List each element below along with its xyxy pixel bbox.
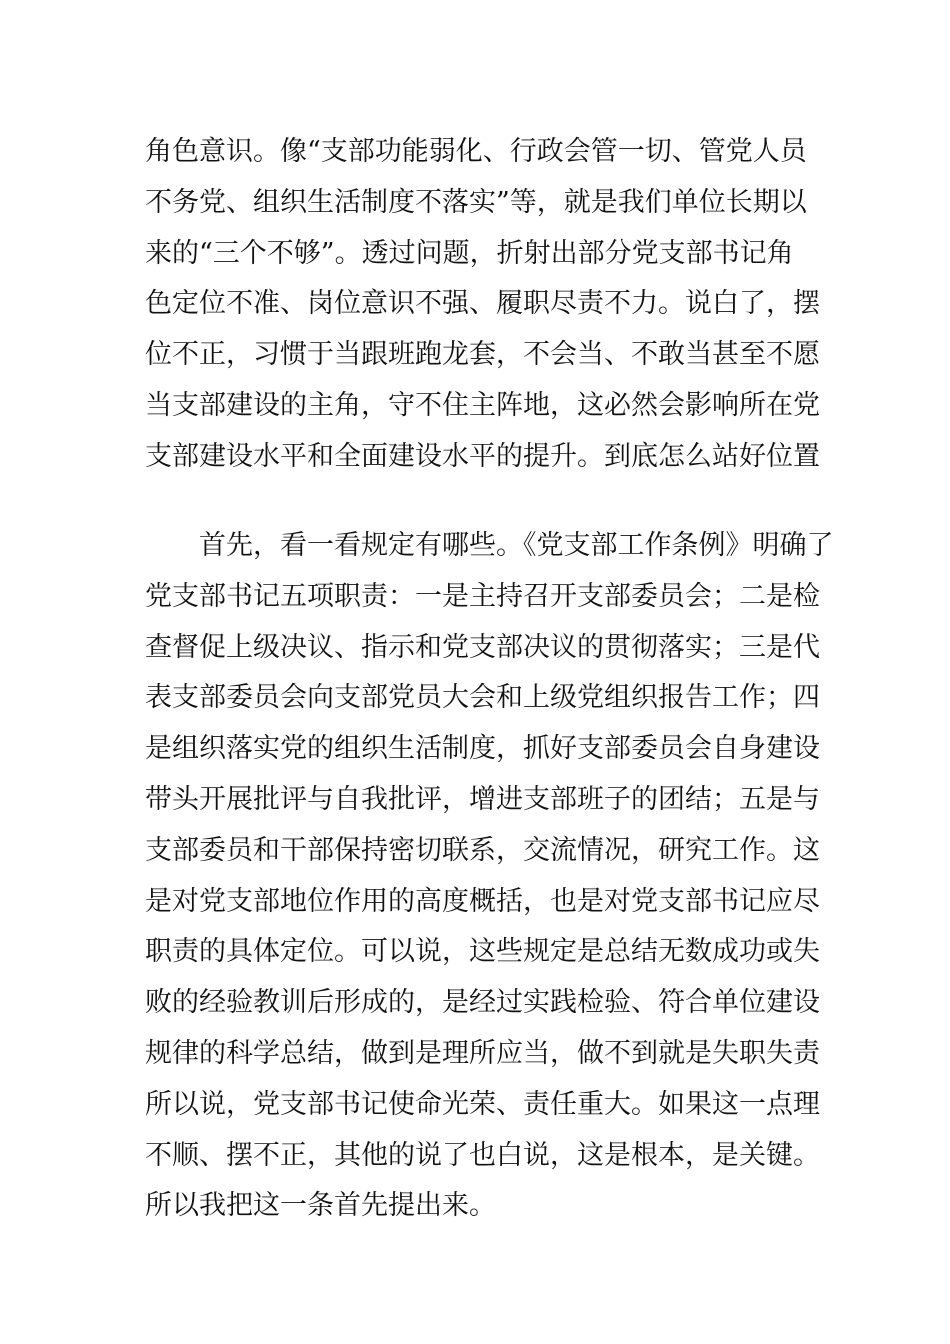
paragraph-2-line-4: 表支部委员会向支部党员大会和上级党组织报告工作；四 — [145, 682, 820, 714]
paragraph-2-line-12: 所以说，党支部书记使命光荣、责任重大。如果这一点理 — [145, 1088, 820, 1120]
paragraph-2-line-3: 查督促上级决议、指示和党支部决议的贯彻落实；三是代 — [145, 631, 820, 663]
paragraph-2-line-11: 规律的科学总结，做到是理所应当，做不到就是失职失责 — [145, 1037, 820, 1069]
paragraph-2-line-9: 职责的具体定位。可以说，这些规定是总结无数成功或失 — [145, 936, 820, 968]
paragraph-2-line-8: 是对党支部地位作用的高度概括，也是对党支部书记应尽 — [145, 885, 820, 917]
paragraph-1 — [145, 127, 825, 483]
paragraph-2-line-1: 首先，看一看规定有哪些。《党支部工作条例》明确了 — [145, 530, 834, 561]
paragraph-2-line-14: 所以我把这一条首先提出来。 — [145, 1190, 496, 1222]
paragraph-1-line-6: 当支部建设的主角，守不住主阵地，这必然会影响所在党 — [145, 389, 820, 421]
paragraph-2-line-6: 带头开展批评与自我批评，增进支部班子的团结；五是与 — [145, 783, 820, 815]
paragraph-1-line-7: 支部建设水平和全面建设水平的提升。到底怎么站好位置 — [145, 440, 820, 472]
paragraph-2-line-2: 党支部书记五项职责：一是主持召开支部委员会；二是检 — [145, 580, 820, 612]
paragraph-2-line-13: 不顺、摆不正，其他的说了也白说，这是根本，是关键。 — [145, 1139, 820, 1171]
paragraph-2-line-7: 支部委员和干部保持密切联系，交流情况，研究工作。这 — [145, 834, 820, 866]
paragraph-2 — [145, 521, 834, 1232]
paragraph-2-line-5: 是组织落实党的组织生活制度，抓好支部委员会自身建设 — [145, 733, 820, 765]
paragraph-1-line-3: 来的“三个不够”。透过问题，折射出部分党支部书记角 — [145, 237, 794, 269]
paragraph-1-line-4: 色定位不准、岗位意识不强、履职尽责不力。说白了，摆 — [145, 288, 820, 320]
paragraph-1-line-1: 角色意识。像“支部功能弱化、行政会管一切、管党人员 — [145, 136, 807, 167]
paragraph-1-line-5: 位不正，习惯于当跟班跑龙套，不会当、不敢当甚至不愿 — [145, 339, 820, 371]
paragraph-2-line-10: 败的经验教训后形成的，是经过实践检验、符合单位建设 — [145, 987, 820, 1019]
paragraph-1-line-2: 不务党、组织生活制度不落实”等，就是我们单位长期以 — [145, 186, 807, 218]
